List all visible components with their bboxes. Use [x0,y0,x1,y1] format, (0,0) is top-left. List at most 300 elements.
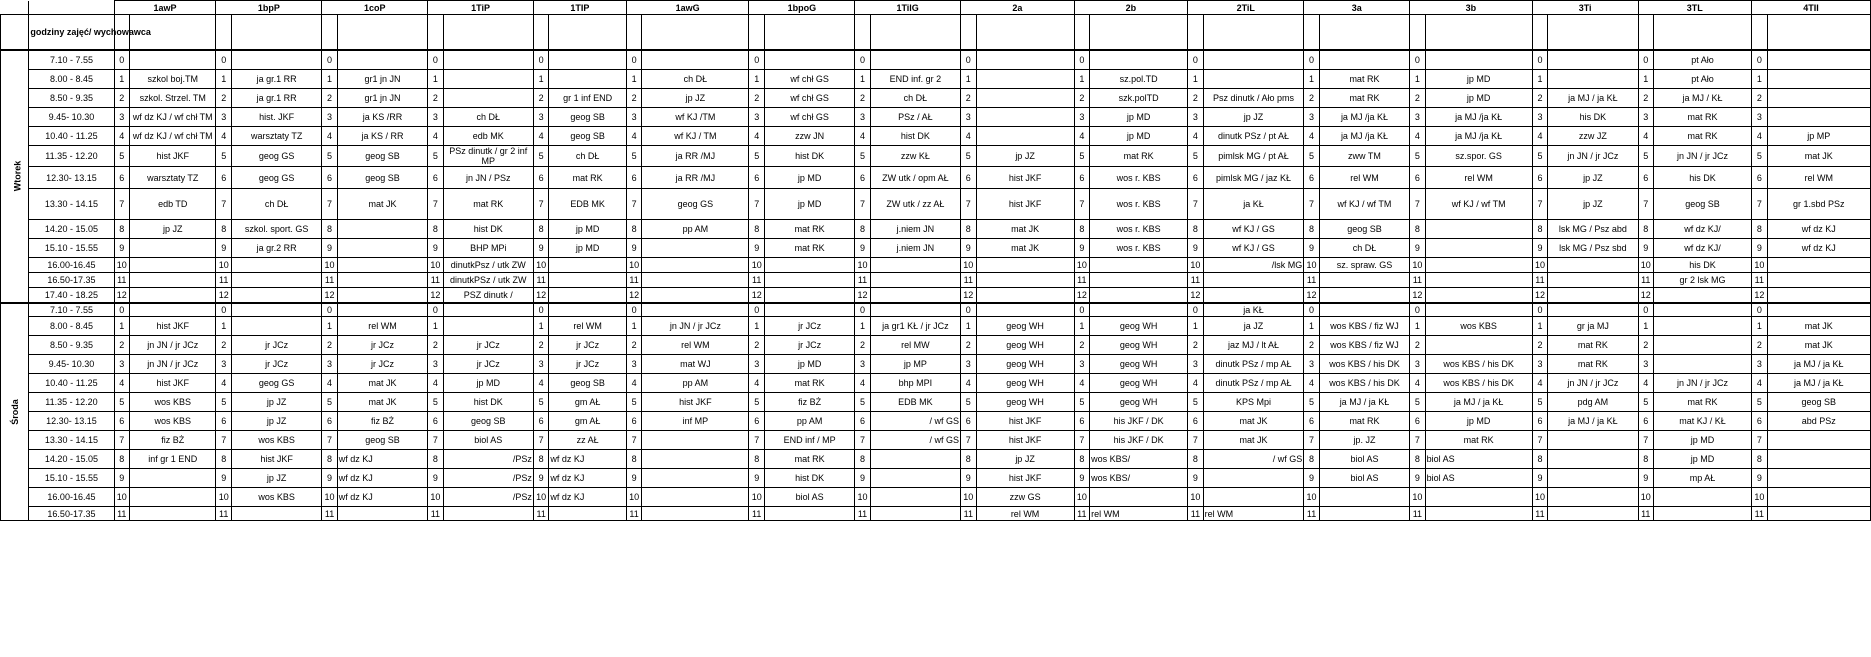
lesson-cell [976,108,1074,127]
lesson-cell: wf KJ / GS [1203,220,1304,239]
period-number: 10 [626,258,641,273]
period-number: 4 [626,127,641,146]
period-number: 6 [961,167,976,189]
period-number: 6 [1638,167,1653,189]
lesson-cell [443,50,533,70]
lesson-cell: ja gr.1 RR [231,89,321,108]
period-number: 6 [216,167,231,189]
lesson-cell: mat RK [1090,146,1188,167]
lesson-cell: KPS Mpi [1203,393,1304,412]
lesson-cell [443,507,533,521]
period-number: 10 [322,488,337,507]
lesson-cell: rel WM [642,336,749,355]
period-row [1,488,1871,507]
period-number: 0 [1188,303,1203,317]
period-number: 6 [114,412,129,431]
lesson-cell: ja MJ /ja KŁ [1319,127,1409,146]
period-number: 2 [855,336,870,355]
period-number: 4 [1074,127,1089,146]
period-number: 5 [1752,393,1767,412]
time-slot: 16.50-17.35 [29,273,114,288]
period-number: 0 [533,303,548,317]
lesson-cell [764,50,854,70]
period-number: 10 [1410,258,1425,273]
lesson-cell: hist JKF [976,189,1074,220]
time-slot: 8.00 - 8.45 [29,70,114,89]
period-number: 2 [114,336,129,355]
lesson-cell: wf dz KJ [1767,220,1870,239]
period-number: 0 [1532,303,1547,317]
lesson-cell [231,507,321,521]
period-number: 10 [533,258,548,273]
period-number: 7 [428,189,443,220]
lesson-cell [1203,70,1304,89]
lesson-cell: geog SB [337,431,427,450]
period-number: 1 [428,70,443,89]
lesson-cell: jr JCz [764,317,854,336]
period-number: 12 [855,288,870,303]
period-number: 5 [749,146,764,167]
period-number: 9 [533,469,548,488]
period-number: 7 [114,189,129,220]
period-number: 1 [322,70,337,89]
period-row [1,412,1871,431]
lesson-cell [764,273,854,288]
lesson-cell: inf MP [642,412,749,431]
homeroom-num-10 [1188,15,1203,50]
period-number: 9 [961,469,976,488]
period-number: 5 [1304,393,1319,412]
period-number: 7 [216,431,231,450]
period-number: 4 [1638,374,1653,393]
lesson-cell [976,273,1074,288]
homeroom-teacher-2 [337,15,427,50]
lesson-cell: geog SB [337,167,427,189]
lesson-cell: jaz MJ / lt AŁ [1203,336,1304,355]
period-number: 12 [216,288,231,303]
homeroom-teacher-6 [764,15,854,50]
period-number: 7 [1304,431,1319,450]
period-number: 5 [1188,146,1203,167]
period-number: 4 [1532,374,1547,393]
lesson-cell: biol AS [1425,469,1532,488]
lesson-cell [870,50,960,70]
period-number: 1 [1752,70,1767,89]
period-number: 9 [114,469,129,488]
period-number: 2 [626,336,641,355]
period-number: 1 [1410,70,1425,89]
lesson-cell [1090,273,1188,288]
period-number: 3 [1532,108,1547,127]
lesson-cell: j.niem JN [870,220,960,239]
lesson-cell [976,258,1074,273]
lesson-cell: geog WH [1090,374,1188,393]
period-number: 11 [855,507,870,521]
lesson-cell [1767,50,1870,70]
period-number: 0 [626,50,641,70]
lesson-cell: wf dz KJ [337,469,427,488]
period-number: 11 [855,273,870,288]
period-number: 11 [1532,507,1547,521]
lesson-cell [1767,303,1870,317]
lesson-cell: jp JZ [1548,189,1638,220]
lesson-cell: sz. spraw. GS [1319,258,1409,273]
period-number: 9 [1188,239,1203,258]
lesson-cell: wf KJ / wf TM [1319,189,1409,220]
lesson-cell [337,239,427,258]
lesson-cell [1654,355,1752,374]
period-number: 9 [216,469,231,488]
period-number: 9 [1304,469,1319,488]
lesson-cell [1090,488,1188,507]
class-header-6: 1bpoG [749,1,855,15]
period-number: 8 [1532,450,1547,469]
class-header-2: 1coP [322,1,428,15]
lesson-cell: dinutkPSz / utk ZW [443,273,533,288]
lesson-cell: ja KŁ [1203,189,1304,220]
lesson-cell [870,469,960,488]
period-number: 12 [1532,288,1547,303]
period-number: 9 [1188,469,1203,488]
lesson-cell [1425,507,1532,521]
lesson-cell: ch DŁ [443,108,533,127]
lesson-cell: wos r. KBS [1090,167,1188,189]
period-number: 8 [749,220,764,239]
lesson-cell: jp JZ [1548,167,1638,189]
lesson-cell: jp MD [443,374,533,393]
lesson-cell: fiz BŻ [130,431,216,450]
period-number: 5 [428,393,443,412]
lesson-cell: /lsk MG [1203,258,1304,273]
lesson-cell: lsk MG / Psz sbd [1548,239,1638,258]
period-number: 3 [1188,355,1203,374]
lesson-cell: rel MW [870,336,960,355]
lesson-cell [130,50,216,70]
day-header-blank [1,15,29,50]
period-number: 11 [626,507,641,521]
period-number: 4 [1188,127,1203,146]
period-number: 2 [1410,89,1425,108]
period-number: 5 [626,393,641,412]
lesson-cell: mat RK [764,450,854,469]
lesson-cell [870,450,960,469]
period-number: 1 [749,317,764,336]
lesson-cell: ja MJ / ja KŁ [1319,393,1409,412]
lesson-cell [1767,89,1870,108]
period-number: 1 [1532,70,1547,89]
lesson-cell [549,258,626,273]
period-number: 12 [626,288,641,303]
period-number: 11 [1188,273,1203,288]
period-number: 2 [216,336,231,355]
lesson-cell: rel WM [1767,167,1870,189]
period-number: 2 [626,89,641,108]
lesson-cell [642,273,749,288]
lesson-cell: wos KBS [1425,317,1532,336]
period-number: 0 [216,50,231,70]
homeroom-teacher-3 [443,15,533,50]
period-row [1,393,1871,412]
lesson-cell: pt Ało [1654,50,1752,70]
period-number: 6 [1638,412,1653,431]
lesson-cell: rel WM [1090,507,1188,521]
lesson-cell: mat JK [1203,412,1304,431]
lesson-cell: mat RK [1548,355,1638,374]
lesson-cell [1654,303,1752,317]
period-number: 11 [114,507,129,521]
lesson-cell [976,70,1074,89]
lesson-cell: pimlsk MG / jaz KŁ [1203,167,1304,189]
period-number: 4 [855,127,870,146]
period-number: 0 [1188,50,1203,70]
time-slot: 16.00-16.45 [29,488,114,507]
homeroom-num-14 [1638,15,1653,50]
period-number: 3 [216,355,231,374]
period-number: 10 [961,258,976,273]
class-header-4: 1TIP [533,1,626,15]
lesson-cell: ja JZ [1203,317,1304,336]
period-number: 3 [114,108,129,127]
period-row [1,258,1871,273]
period-row [1,431,1871,450]
lesson-cell: wf chł GS [764,89,854,108]
lesson-cell [1654,507,1752,521]
homeroom-num-1 [216,15,231,50]
period-number: 7 [1752,431,1767,450]
period-number: 4 [1074,374,1089,393]
period-number: 5 [322,393,337,412]
lesson-cell: geog WH [1090,355,1188,374]
lesson-cell: / wf GS [870,431,960,450]
lesson-cell [870,507,960,521]
lesson-cell: sz.spor. GS [1425,146,1532,167]
period-number: 9 [1304,239,1319,258]
period-number: 10 [1304,488,1319,507]
lesson-cell [443,303,533,317]
period-number: 0 [1410,50,1425,70]
period-number: 7 [855,189,870,220]
period-number: 3 [533,108,548,127]
lesson-cell [1767,450,1870,469]
period-number: 10 [322,258,337,273]
period-number: 3 [961,108,976,127]
lesson-cell [1548,450,1638,469]
lesson-cell: pdg AM [1548,393,1638,412]
period-number: 7 [961,431,976,450]
lesson-cell: jp MD [1425,89,1532,108]
lesson-cell: wos r. KBS [1090,220,1188,239]
time-slot: 11.35 - 12.20 [29,146,114,167]
lesson-cell: ja MJ / KŁ [1654,89,1752,108]
lesson-cell [1425,239,1532,258]
lesson-cell: ZW utk / opm AŁ [870,167,960,189]
lesson-cell: jp MD [764,355,854,374]
lesson-cell [764,303,854,317]
lesson-cell: hist DK [764,146,854,167]
period-number: 11 [428,507,443,521]
lesson-cell: jp MD [1090,127,1188,146]
period-row [1,220,1871,239]
period-number: 3 [749,108,764,127]
period-number: 6 [1304,412,1319,431]
period-number: 7 [114,431,129,450]
lesson-cell: ja MJ / ja KŁ [1548,89,1638,108]
lesson-cell: ch DŁ [231,189,321,220]
period-row [1,50,1871,70]
lesson-cell: jp JZ [130,220,216,239]
period-number: 2 [1638,336,1653,355]
period-number: 3 [1304,355,1319,374]
period-number: 6 [1304,167,1319,189]
time-slot: 8.00 - 8.45 [29,317,114,336]
lesson-cell: mat RK [443,189,533,220]
lesson-cell [549,288,626,303]
period-number: 11 [322,507,337,521]
period-number: 9 [961,239,976,258]
lesson-cell: wos KBS / his DK [1319,355,1409,374]
lesson-cell: jn JN / jr JCz [1654,146,1752,167]
lesson-cell [642,258,749,273]
period-number: 10 [428,488,443,507]
day-label-1 [1,303,29,521]
period-number: 4 [216,374,231,393]
time-slot: 10.40 - 11.25 [29,374,114,393]
period-number: 8 [961,220,976,239]
period-number: 11 [1752,273,1767,288]
period-number: 4 [1752,127,1767,146]
period-number: 7 [1532,189,1547,220]
period-number: 11 [749,273,764,288]
period-number: 8 [428,450,443,469]
period-number: 6 [428,412,443,431]
time-slot: 7.10 - 7.55 [29,50,114,70]
lesson-cell: hist DK [443,393,533,412]
lesson-cell: gr ja MJ [1548,317,1638,336]
lesson-cell [231,258,321,273]
lesson-cell: mat RK [764,239,854,258]
lesson-cell: BHP MPi [443,239,533,258]
period-number: 7 [428,431,443,450]
lesson-cell: ch DŁ [1319,239,1409,258]
lesson-cell [764,258,854,273]
period-number: 0 [428,50,443,70]
lesson-cell: ja MJ /ja KŁ [1319,108,1409,127]
lesson-cell: ja MJ /ja KŁ [1425,108,1532,127]
lesson-cell: hist JKF [231,450,321,469]
period-row [1,355,1871,374]
lesson-cell [1425,220,1532,239]
homeroom-teacher-10 [1203,15,1304,50]
period-number: 4 [1410,127,1425,146]
period-number: 3 [855,355,870,374]
period-number: 12 [114,288,129,303]
lesson-cell: his DK [1654,167,1752,189]
lesson-cell: EDB MK [549,189,626,220]
lesson-cell: dinutk PSz / pt AŁ [1203,127,1304,146]
time-slot: 13.30 - 14.15 [29,431,114,450]
lesson-cell: END inf / MP [764,431,854,450]
lesson-cell [337,273,427,288]
lesson-cell: jr JCz [337,336,427,355]
lesson-cell: rel WM [549,317,626,336]
period-number: 1 [1074,70,1089,89]
lesson-cell: geog GS [231,167,321,189]
lesson-cell [1654,288,1752,303]
period-number: 3 [1532,355,1547,374]
lesson-cell [130,507,216,521]
lesson-cell [976,89,1074,108]
period-number: 0 [1638,50,1653,70]
lesson-cell [1203,273,1304,288]
period-number: 3 [428,355,443,374]
period-number: 6 [428,167,443,189]
lesson-cell: lsk MG / Psz abd [1548,220,1638,239]
period-number: 1 [1188,70,1203,89]
lesson-cell: ja RR /MJ [642,146,749,167]
lesson-cell: mat RK [1319,412,1409,431]
lesson-cell [1319,273,1409,288]
lesson-cell: jp JZ [976,146,1074,167]
period-number: 0 [626,303,641,317]
lesson-cell: jr JCz [443,355,533,374]
lesson-cell: jp JZ [231,469,321,488]
lesson-cell: mat JK [976,220,1074,239]
lesson-cell [337,50,427,70]
period-number: 5 [1074,146,1089,167]
lesson-cell [870,303,960,317]
period-number: 6 [1410,412,1425,431]
lesson-cell: rel WM [1425,167,1532,189]
period-number: 2 [961,336,976,355]
lesson-cell: szkol. sport. GS [231,220,321,239]
lesson-cell [130,273,216,288]
period-number: 1 [1532,317,1547,336]
lesson-cell: jp MD [1425,412,1532,431]
period-number: 8 [1638,220,1653,239]
period-number: 6 [1410,167,1425,189]
lesson-cell: geog WH [976,374,1074,393]
lesson-cell: /PSz [443,469,533,488]
lesson-cell: geog SB [443,412,533,431]
period-number: 3 [1410,355,1425,374]
period-number: 3 [533,355,548,374]
lesson-cell [976,288,1074,303]
period-number: 11 [1304,273,1319,288]
lesson-cell [1203,288,1304,303]
period-number: 0 [1532,50,1547,70]
period-number: 11 [961,273,976,288]
lesson-cell [337,220,427,239]
period-number: 1 [1188,317,1203,336]
lesson-cell: jn JN / jr JCz [1654,374,1752,393]
lesson-cell [1654,488,1752,507]
period-number: 11 [1410,273,1425,288]
lesson-cell: jp MD [1425,70,1532,89]
lesson-cell [549,70,626,89]
period-number: 2 [961,89,976,108]
period-number: 7 [533,431,548,450]
period-number: 8 [1074,450,1089,469]
lesson-cell [549,273,626,288]
period-number: 11 [216,507,231,521]
lesson-cell [642,239,749,258]
period-number: 8 [1074,220,1089,239]
lesson-cell: jn JN / jr JCz [1548,374,1638,393]
lesson-cell: szkol. Strzel. TM [130,89,216,108]
period-number: 8 [1532,220,1547,239]
period-number: 6 [1752,412,1767,431]
lesson-cell [443,70,533,89]
